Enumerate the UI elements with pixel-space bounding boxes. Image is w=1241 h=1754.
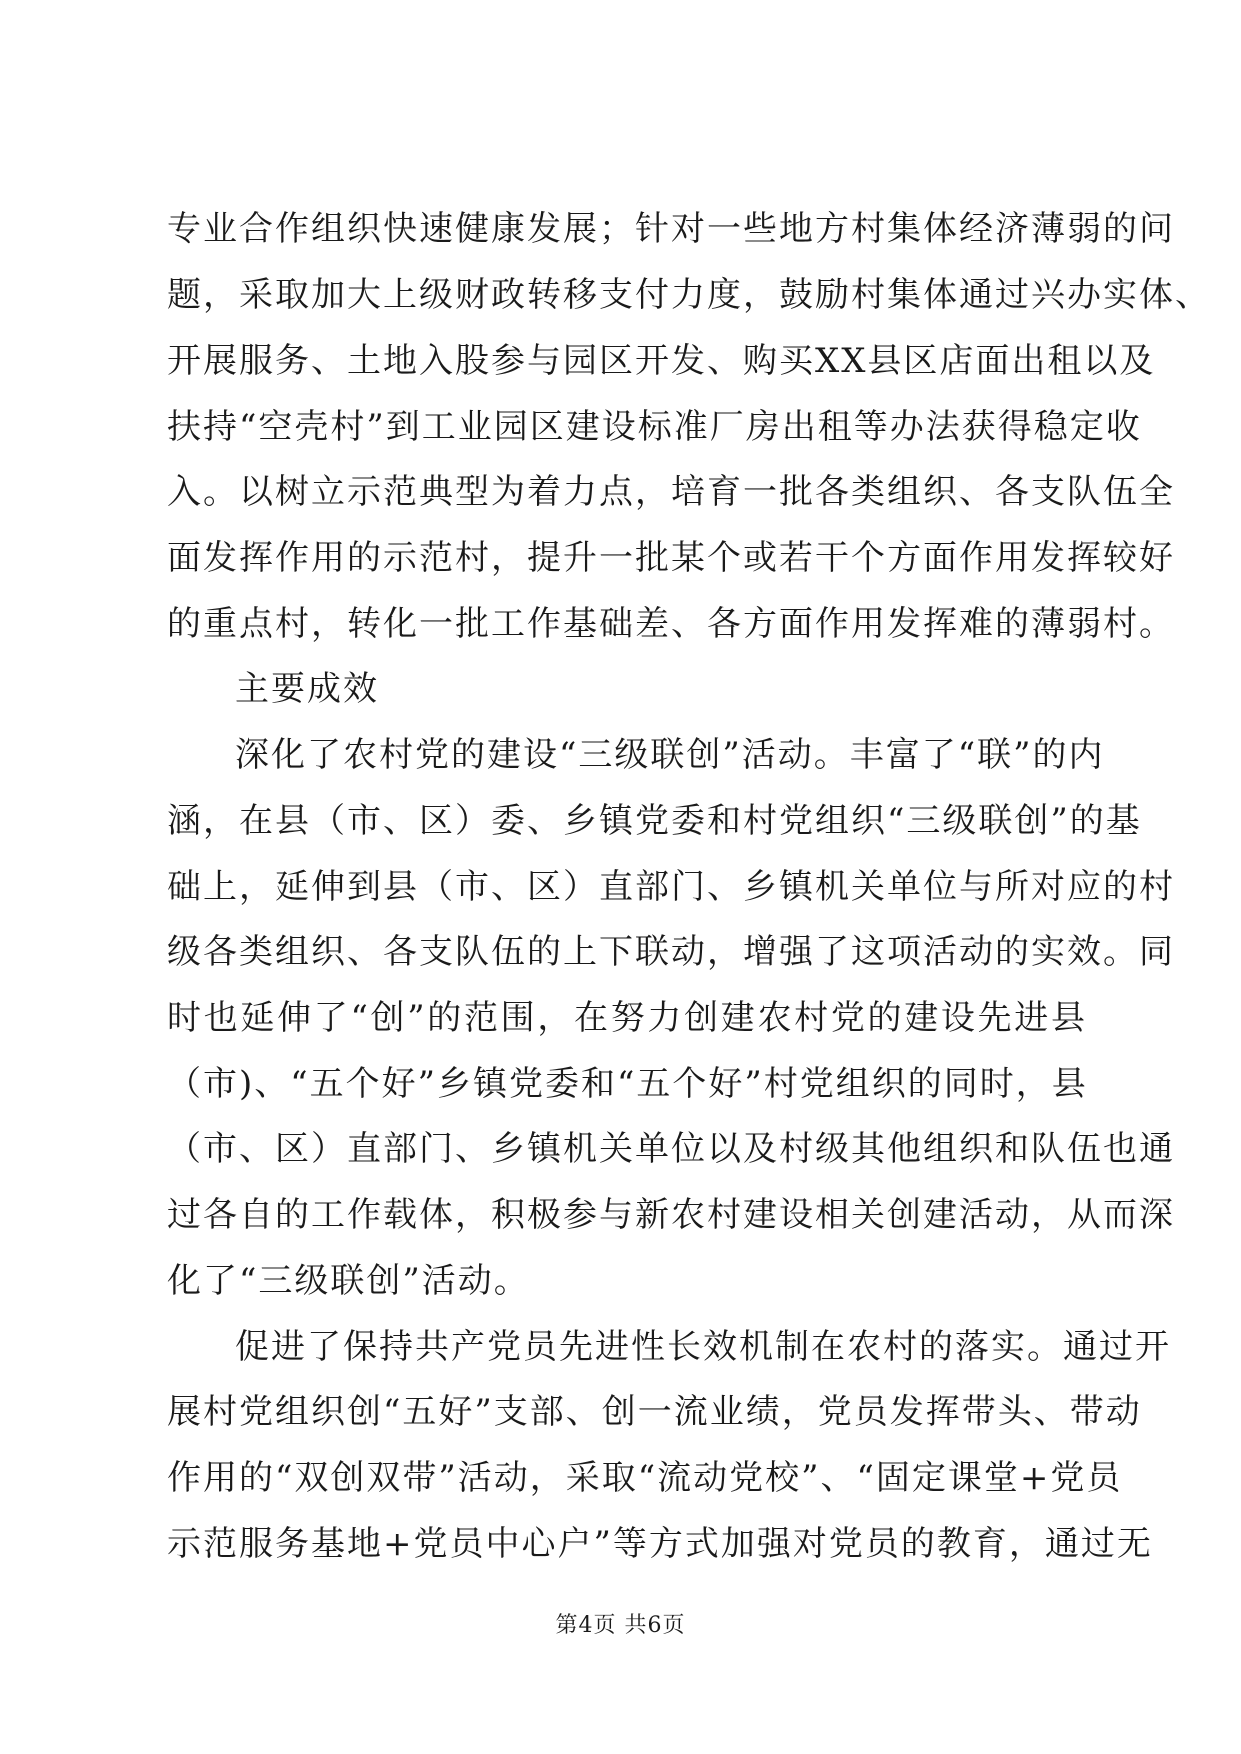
- body-text-line: 面发挥作用的示范村，提升一批某个或若干个方面作用发挥较好: [167, 538, 1175, 578]
- body-text-line: 础上，延伸到县（市、区）直部门、乡镇机关单位与所对应的村: [167, 867, 1175, 907]
- body-text-line: 入。以树立示范典型为着力点，培育一批各类组织、各支队伍全: [167, 472, 1175, 512]
- body-text-line: （市、区）直部门、乡镇机关单位以及村级其他组织和队伍也通: [167, 1129, 1175, 1169]
- body-text-line: 扶持“空壳村”到工业园区建设标准厂房出租等办法获得稳定收: [167, 407, 1142, 447]
- paragraph-first-line: 促进了保持共产党员先进性长效机制在农村的落实。通过开: [235, 1327, 1171, 1367]
- body-text-line: 时也延伸了“创”的范围，在努力创建农村党的建设先进县: [167, 998, 1087, 1038]
- body-text-line: 开展服务、土地入股参与园区开发、购买XX县区店面出租以及: [167, 341, 1156, 381]
- body-text-line: 级各类组织、各支队伍的上下联动，增强了这项活动的实效。同: [167, 932, 1175, 972]
- body-text-line: 专业合作组织快速健康发展；针对一些地方村集体经济薄弱的问: [167, 209, 1175, 249]
- body-text-line: 题，采取加大上级财政转移支付力度，鼓励村集体通过兴办实体、: [167, 275, 1211, 315]
- body-text-line: 化了“三级联创”活动。: [167, 1261, 530, 1301]
- body-text-line: 的重点村，转化一批工作基础差、各方面作用发挥难的薄弱村。: [167, 604, 1175, 644]
- body-text-line: 示范服务基地+党员中心户”等方式加强对党员的教育，通过无: [167, 1524, 1153, 1564]
- body-text-line: 作用的“双创双带”活动，采取“流动党校”、“固定课堂+党员: [167, 1458, 1123, 1498]
- body-text-line: （市)、“五个好”乡镇党委和“五个好”村党组织的同时，县: [167, 1064, 1088, 1104]
- section-heading: 主要成效: [235, 669, 379, 709]
- body-text-line: 展村党组织创“五好”支部、创一流业绩，党员发挥带头、带动: [167, 1392, 1142, 1432]
- body-text-line: 过各自的工作载体，积极参与新农村建设相关创建活动，从而深: [167, 1195, 1175, 1235]
- page-number-footer: 第4页 共6页: [555, 1613, 686, 1638]
- paragraph-first-line: 深化了农村党的建设“三级联创”活动。丰富了“联”的内: [235, 735, 1105, 775]
- body-text-line: 涵，在县（市、区）委、乡镇党委和村党组织“三级联创”的基: [167, 801, 1142, 841]
